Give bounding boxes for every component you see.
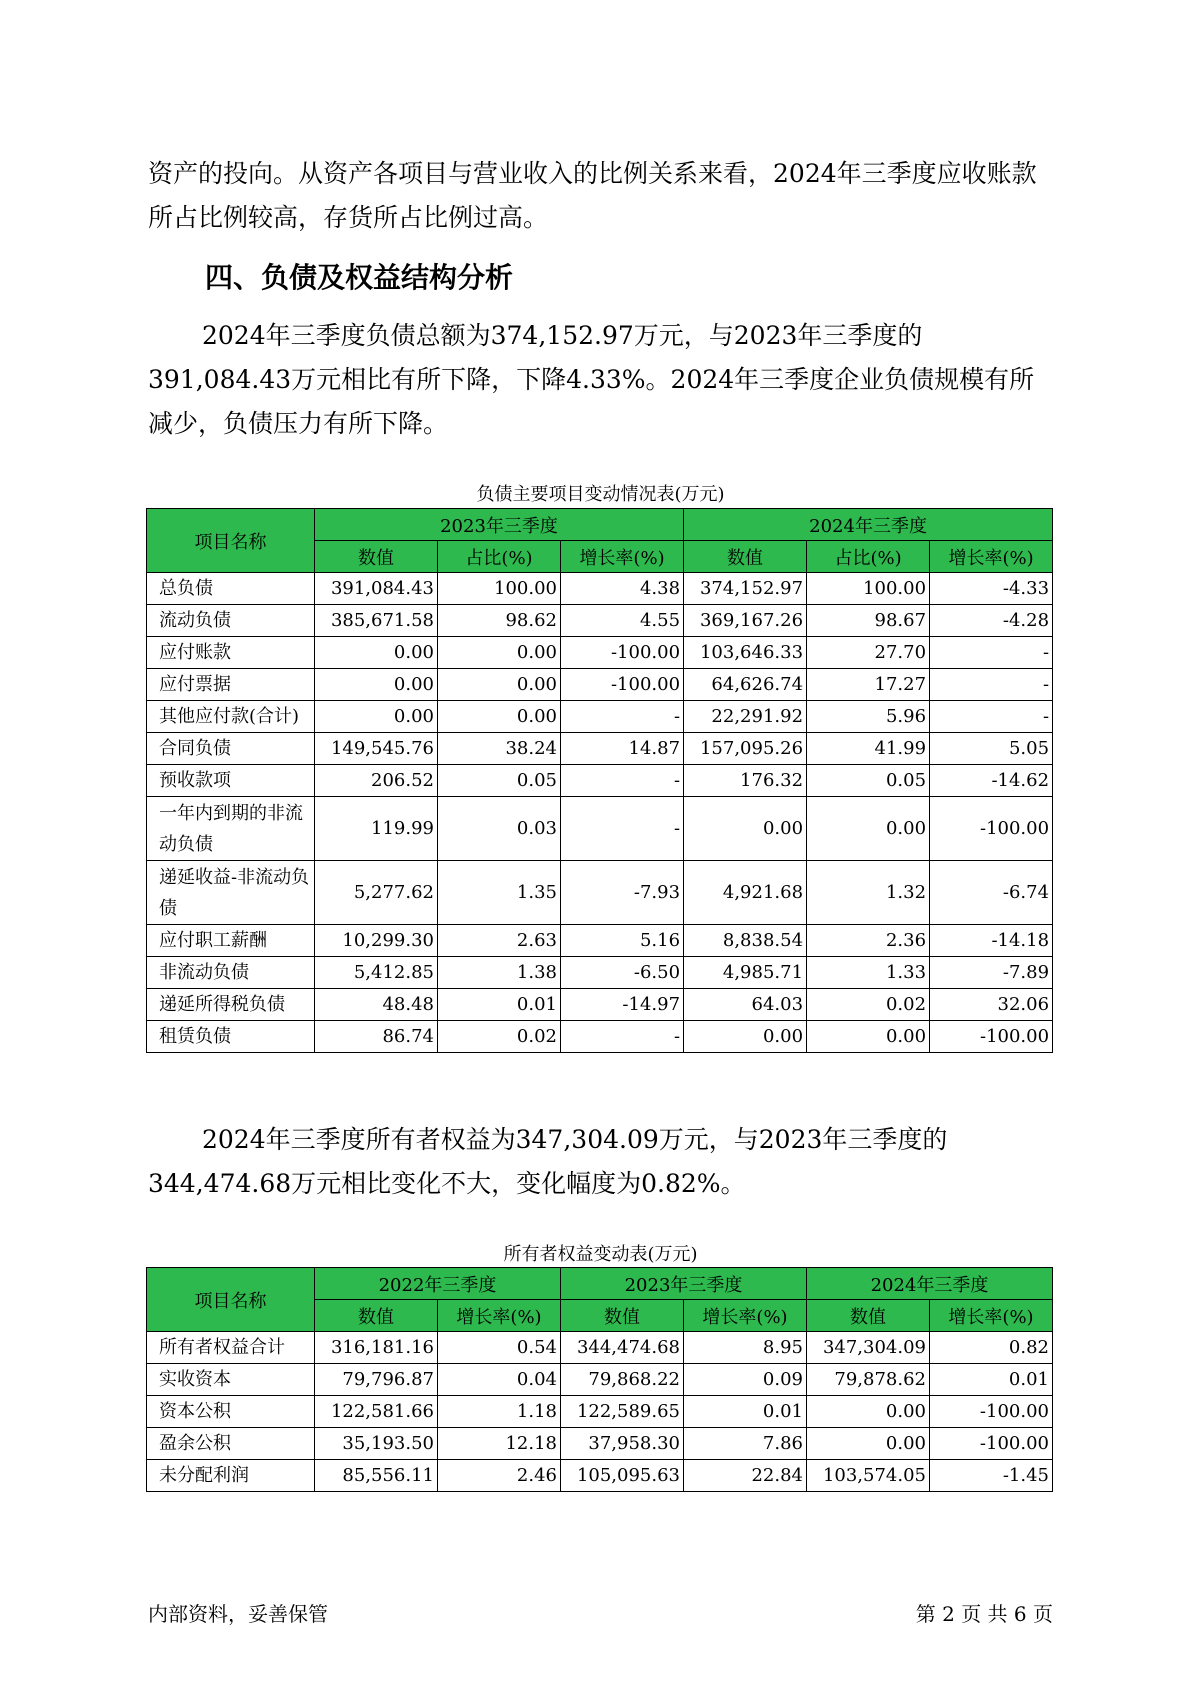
table-cell: 2.46 <box>438 1460 561 1492</box>
table-cell: 98.62 <box>438 605 561 637</box>
table-cell: 32.06 <box>930 989 1053 1021</box>
column-header: 增长率(%) <box>438 1300 561 1332</box>
table-cell: 5,277.62 <box>315 861 438 925</box>
column-header: 数值 <box>315 1300 438 1332</box>
table-cell: 0.09 <box>684 1364 807 1396</box>
table-cell: -7.89 <box>930 957 1053 989</box>
table-cell: - <box>561 1021 684 1053</box>
table-cell: 48.48 <box>315 989 438 1021</box>
table-cell: 0.00 <box>807 1021 930 1053</box>
table-row <box>147 669 1053 701</box>
row-label: 流动负债 <box>147 605 315 637</box>
table-cell: 347,304.09 <box>807 1332 930 1364</box>
table-cell: - <box>561 701 684 733</box>
table-cell: 8,838.54 <box>684 925 807 957</box>
table-cell: 0.00 <box>438 669 561 701</box>
table-cell: 86.74 <box>315 1021 438 1053</box>
table-cell: 122,581.66 <box>315 1396 438 1428</box>
table-cell: 64.03 <box>684 989 807 1021</box>
table-row <box>147 1021 1053 1053</box>
table-cell: 0.00 <box>438 637 561 669</box>
table-cell: 85,556.11 <box>315 1460 438 1492</box>
table-row <box>147 1460 1053 1492</box>
section-heading: 四、负债及权益结构分析 <box>205 261 514 294</box>
table-cell: - <box>930 637 1053 669</box>
table-cell: 2.63 <box>438 925 561 957</box>
table-cell: - <box>561 797 684 861</box>
table-cell: 0.01 <box>930 1364 1053 1396</box>
table-cell: 79,878.62 <box>807 1364 930 1396</box>
paragraph-assets-tail: 资产的投向。从资产各项目与营业收入的比例关系来看，2024年三季度应收账款所占比例较高，存货所占比例过高。 <box>148 159 1037 232</box>
table-cell: 38.24 <box>438 733 561 765</box>
table-cell: 1.33 <box>807 957 930 989</box>
table-cell: 1.32 <box>807 861 930 925</box>
table-cell: 0.82 <box>930 1332 1053 1364</box>
table-cell: 316,181.16 <box>315 1332 438 1364</box>
column-header: 数值 <box>315 541 438 573</box>
table-cell: 391,084.43 <box>315 573 438 605</box>
column-header: 数值 <box>561 1300 684 1332</box>
table-cell: 22.84 <box>684 1460 807 1492</box>
table-cell: 100.00 <box>438 573 561 605</box>
column-header: 增长率(%) <box>930 541 1053 573</box>
table-cell: 0.00 <box>807 797 930 861</box>
table-cell: 0.00 <box>684 1021 807 1053</box>
table-cell: 0.05 <box>807 765 930 797</box>
item-name-header: 项目名称 <box>147 1268 315 1332</box>
table-row <box>147 701 1053 733</box>
table-cell: 0.00 <box>315 637 438 669</box>
table-cell: 0.00 <box>438 701 561 733</box>
table-cell: 0.05 <box>438 765 561 797</box>
column-header: 占比(%) <box>807 541 930 573</box>
table-cell: 0.00 <box>807 1428 930 1460</box>
period-header: 2022年三季度 <box>315 1268 561 1300</box>
row-label: 一年内到期的非流动负债 <box>147 797 315 861</box>
column-header: 数值 <box>684 541 807 573</box>
table-cell: 5,412.85 <box>315 957 438 989</box>
row-label: 应付票据 <box>147 669 315 701</box>
table-cell: 206.52 <box>315 765 438 797</box>
table-cell: 37,958.30 <box>561 1428 684 1460</box>
table-cell: 369,167.26 <box>684 605 807 637</box>
table-cell: 103,574.05 <box>807 1460 930 1492</box>
table-cell: 64,626.74 <box>684 669 807 701</box>
table-cell: 1.38 <box>438 957 561 989</box>
column-header: 数值 <box>807 1300 930 1332</box>
table-cell: 79,796.87 <box>315 1364 438 1396</box>
table-cell: 385,671.58 <box>315 605 438 637</box>
table-cell: 122,589.65 <box>561 1396 684 1428</box>
table-cell: -1.45 <box>930 1460 1053 1492</box>
table-row <box>147 957 1053 989</box>
row-label: 递延所得税负债 <box>147 989 315 1021</box>
row-label: 预收款项 <box>147 765 315 797</box>
table-cell: 0.00 <box>807 1396 930 1428</box>
table-cell: 0.03 <box>438 797 561 861</box>
row-label: 其他应付款(合计) <box>147 701 315 733</box>
table-cell: 27.70 <box>807 637 930 669</box>
liabilities-table <box>146 508 1053 1053</box>
table-cell: -100.00 <box>930 1021 1053 1053</box>
table-row <box>147 1396 1053 1428</box>
footer-confidential-note: 内部资料，妥善保管 <box>148 1602 328 1626</box>
table-cell: -14.62 <box>930 765 1053 797</box>
table-cell: 17.27 <box>807 669 930 701</box>
period-header: 2023年三季度 <box>315 509 684 541</box>
table-cell: 8.95 <box>684 1332 807 1364</box>
table-cell: -4.28 <box>930 605 1053 637</box>
row-label: 实收资本 <box>147 1364 315 1396</box>
table-cell: 4.55 <box>561 605 684 637</box>
paragraph-liabilities: 2024年三季度负债总额为374,152.97万元，与2023年三季度的391,084.43万元相比有所下降，下降4.33%。2024年三季度企业负债规模有所减少，负债压力有所下降。 <box>148 321 1035 438</box>
table-cell: 5.05 <box>930 733 1053 765</box>
table-cell: 176.32 <box>684 765 807 797</box>
period-header: 2024年三季度 <box>807 1268 1053 1300</box>
column-header: 增长率(%) <box>561 541 684 573</box>
table-cell: 4,985.71 <box>684 957 807 989</box>
table-cell: - <box>930 701 1053 733</box>
table-cell: 10,299.30 <box>315 925 438 957</box>
table-cell: -100.00 <box>930 1396 1053 1428</box>
row-label: 所有者权益合计 <box>147 1332 315 1364</box>
table-cell: -6.50 <box>561 957 684 989</box>
row-label: 非流动负债 <box>147 957 315 989</box>
table-cell: 4,921.68 <box>684 861 807 925</box>
table-cell: 0.54 <box>438 1332 561 1364</box>
table-cell: 0.01 <box>684 1396 807 1428</box>
table-row <box>147 1364 1053 1396</box>
table-cell: 149,545.76 <box>315 733 438 765</box>
period-header: 2024年三季度 <box>684 509 1053 541</box>
table-row <box>147 733 1053 765</box>
table-cell: 0.02 <box>438 1021 561 1053</box>
table-cell: 2.36 <box>807 925 930 957</box>
table-cell: 0.02 <box>807 989 930 1021</box>
paragraph-equity: 2024年三季度所有者权益为347,304.09万元，与2023年三季度的344,474.68万元相比变化不大，变化幅度为0.82%。 <box>148 1125 948 1198</box>
table-cell: 5.96 <box>807 701 930 733</box>
table-cell: 0.00 <box>315 701 438 733</box>
period-header: 2023年三季度 <box>561 1268 807 1300</box>
table-row <box>147 637 1053 669</box>
table-cell: - <box>561 765 684 797</box>
table-cell: - <box>930 669 1053 701</box>
equity-table <box>146 1267 1053 1492</box>
column-header: 增长率(%) <box>930 1300 1053 1332</box>
table-row <box>147 925 1053 957</box>
table-cell: 1.35 <box>438 861 561 925</box>
table-cell: 5.16 <box>561 925 684 957</box>
table-row <box>147 861 1053 925</box>
row-label: 应付职工薪酬 <box>147 925 315 957</box>
table-cell: 0.00 <box>315 669 438 701</box>
row-label: 租赁负债 <box>147 1021 315 1053</box>
table-cell: 35,193.50 <box>315 1428 438 1460</box>
table-row <box>147 573 1053 605</box>
table-cell: 0.00 <box>684 797 807 861</box>
table-cell: -100.00 <box>561 637 684 669</box>
table2-caption: 所有者权益变动表(万元) <box>503 1244 698 1265</box>
table-row <box>147 989 1053 1021</box>
row-label: 递延收益-非流动负债 <box>147 861 315 925</box>
table-cell: 7.86 <box>684 1428 807 1460</box>
column-header: 占比(%) <box>438 541 561 573</box>
table-cell: -4.33 <box>930 573 1053 605</box>
table-cell: 374,152.97 <box>684 573 807 605</box>
table-cell: 79,868.22 <box>561 1364 684 1396</box>
row-label: 资本公积 <box>147 1396 315 1428</box>
table-row <box>147 1428 1053 1460</box>
table1-caption: 负债主要项目变动情况表(万元) <box>476 484 725 505</box>
table-cell: 14.87 <box>561 733 684 765</box>
table-cell: 98.67 <box>807 605 930 637</box>
row-label: 总负债 <box>147 573 315 605</box>
table-cell: -100.00 <box>930 1428 1053 1460</box>
table-row <box>147 605 1053 637</box>
table-cell: -7.93 <box>561 861 684 925</box>
row-label: 盈余公积 <box>147 1428 315 1460</box>
table-row <box>147 1332 1053 1364</box>
table-row <box>147 797 1053 861</box>
table-cell: 0.01 <box>438 989 561 1021</box>
table-cell: 0.04 <box>438 1364 561 1396</box>
table-cell: -14.97 <box>561 989 684 1021</box>
table-cell: 1.18 <box>438 1396 561 1428</box>
table-row <box>147 765 1053 797</box>
footer-page-number: 第 2 页 共 6 页 <box>915 1602 1053 1626</box>
table-cell: 119.99 <box>315 797 438 861</box>
table-cell: -100.00 <box>561 669 684 701</box>
table-cell: -100.00 <box>930 797 1053 861</box>
table-cell: 105,095.63 <box>561 1460 684 1492</box>
table-cell: -6.74 <box>930 861 1053 925</box>
table-cell: 103,646.33 <box>684 637 807 669</box>
column-header: 增长率(%) <box>684 1300 807 1332</box>
table-cell: 344,474.68 <box>561 1332 684 1364</box>
table-cell: 41.99 <box>807 733 930 765</box>
item-name-header: 项目名称 <box>147 509 315 573</box>
table-cell: -14.18 <box>930 925 1053 957</box>
row-label: 应付账款 <box>147 637 315 669</box>
table-cell: 22,291.92 <box>684 701 807 733</box>
table-cell: 4.38 <box>561 573 684 605</box>
table-cell: 100.00 <box>807 573 930 605</box>
table-cell: 157,095.26 <box>684 733 807 765</box>
row-label: 未分配利润 <box>147 1460 315 1492</box>
table-cell: 12.18 <box>438 1428 561 1460</box>
row-label: 合同负债 <box>147 733 315 765</box>
